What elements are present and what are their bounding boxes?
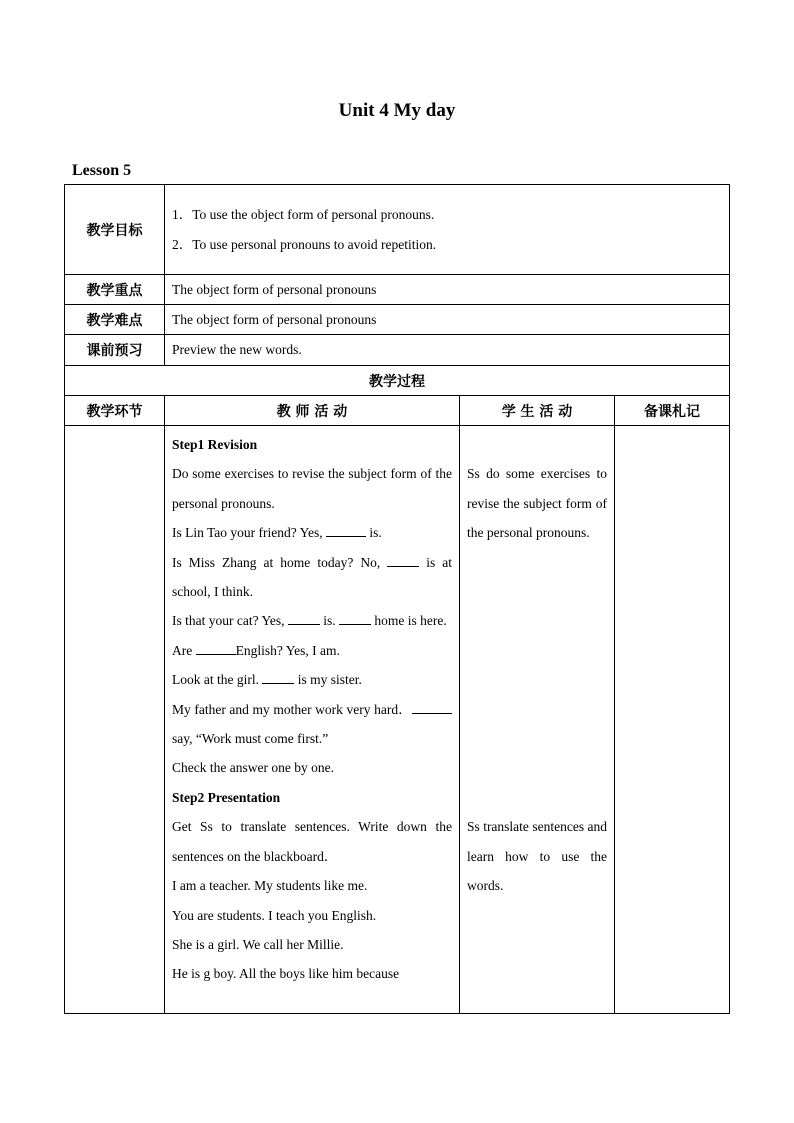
process-title: 教学过程 bbox=[65, 366, 730, 396]
step1-title: Step1 Revision bbox=[172, 437, 258, 452]
check-answers: Check the answer one by one. bbox=[172, 760, 334, 776]
student-activity-2: Ss translate sentences and learn how to use the words. bbox=[467, 819, 607, 894]
objectives-cell bbox=[165, 185, 730, 275]
exercise-line: Is Lin Tao your friend? Yes, is. bbox=[172, 525, 382, 541]
key-points-row bbox=[65, 275, 730, 305]
header-notes: 备课札记 bbox=[615, 396, 730, 426]
difficulties-label: 教学难点 bbox=[65, 305, 165, 335]
sentence-line: She is a girl. We call her Millie. bbox=[172, 936, 344, 952]
stage-cell bbox=[65, 426, 165, 1014]
sentence-line: You are students. I teach you English. bbox=[172, 907, 377, 923]
objectives-label: 教学目标 bbox=[65, 185, 165, 275]
header-teacher-activity: 教 师 活 动 bbox=[165, 396, 460, 426]
difficulties-row bbox=[65, 305, 730, 335]
exercise-line: Is that your cat? Yes, is. home is here. bbox=[172, 613, 447, 629]
header-stage: 教学环节 bbox=[65, 396, 165, 426]
exercise-line: Are English? Yes, I am. bbox=[172, 642, 340, 658]
lesson-plan-table bbox=[64, 184, 730, 1014]
step2-title: Step2 Presentation bbox=[172, 789, 281, 805]
notes-cell bbox=[615, 426, 730, 1014]
student-activity-1: Ss do some exercises to revise the subject form of the personal pronouns. bbox=[467, 466, 607, 541]
key-points-label: 教学重点 bbox=[65, 275, 165, 305]
process-body-row bbox=[65, 426, 730, 1014]
preview-value: Preview the new words. bbox=[165, 335, 730, 366]
teacher-activity-cell bbox=[165, 426, 460, 1014]
preview-label: 课前预习 bbox=[65, 335, 165, 366]
student-activity-cell bbox=[460, 426, 615, 1014]
step2-intro: Get Ss to translate sentences. Write down the sentences on the blackboard． bbox=[172, 819, 452, 864]
objective-item: 2．To use personal pronouns to avoid repetition. bbox=[172, 236, 437, 252]
process-title-row bbox=[65, 366, 730, 396]
objectives-row bbox=[65, 185, 730, 275]
process-header-row bbox=[65, 396, 730, 426]
sentence-line: I am a teacher. My students like me. bbox=[172, 878, 368, 894]
objective-item: 1．To use the object form of personal pronouns. bbox=[172, 206, 435, 222]
lesson-heading: Lesson 5 bbox=[72, 162, 132, 179]
exercise-line: My father and my mother work very hard． say, “Work must come first.” bbox=[172, 695, 452, 754]
sentence-line: He is g boy. All the boys like him because bbox=[172, 966, 400, 982]
preview-row bbox=[65, 335, 730, 366]
document-title: Unit 4 My day bbox=[338, 100, 456, 121]
step1-intro: Do some exercises to revise the subject form of the personal pronouns. bbox=[172, 466, 452, 511]
exercise-line: Is Miss Zhang at home today? No, is at school, I think. bbox=[172, 554, 453, 600]
header-student-activity: 学 生 活 动 bbox=[460, 396, 615, 426]
difficulties-value: The object form of personal pronouns bbox=[165, 305, 730, 335]
key-points-value: The object form of personal pronouns bbox=[165, 275, 730, 305]
exercise-line: Look at the girl. is my sister. bbox=[172, 672, 362, 688]
